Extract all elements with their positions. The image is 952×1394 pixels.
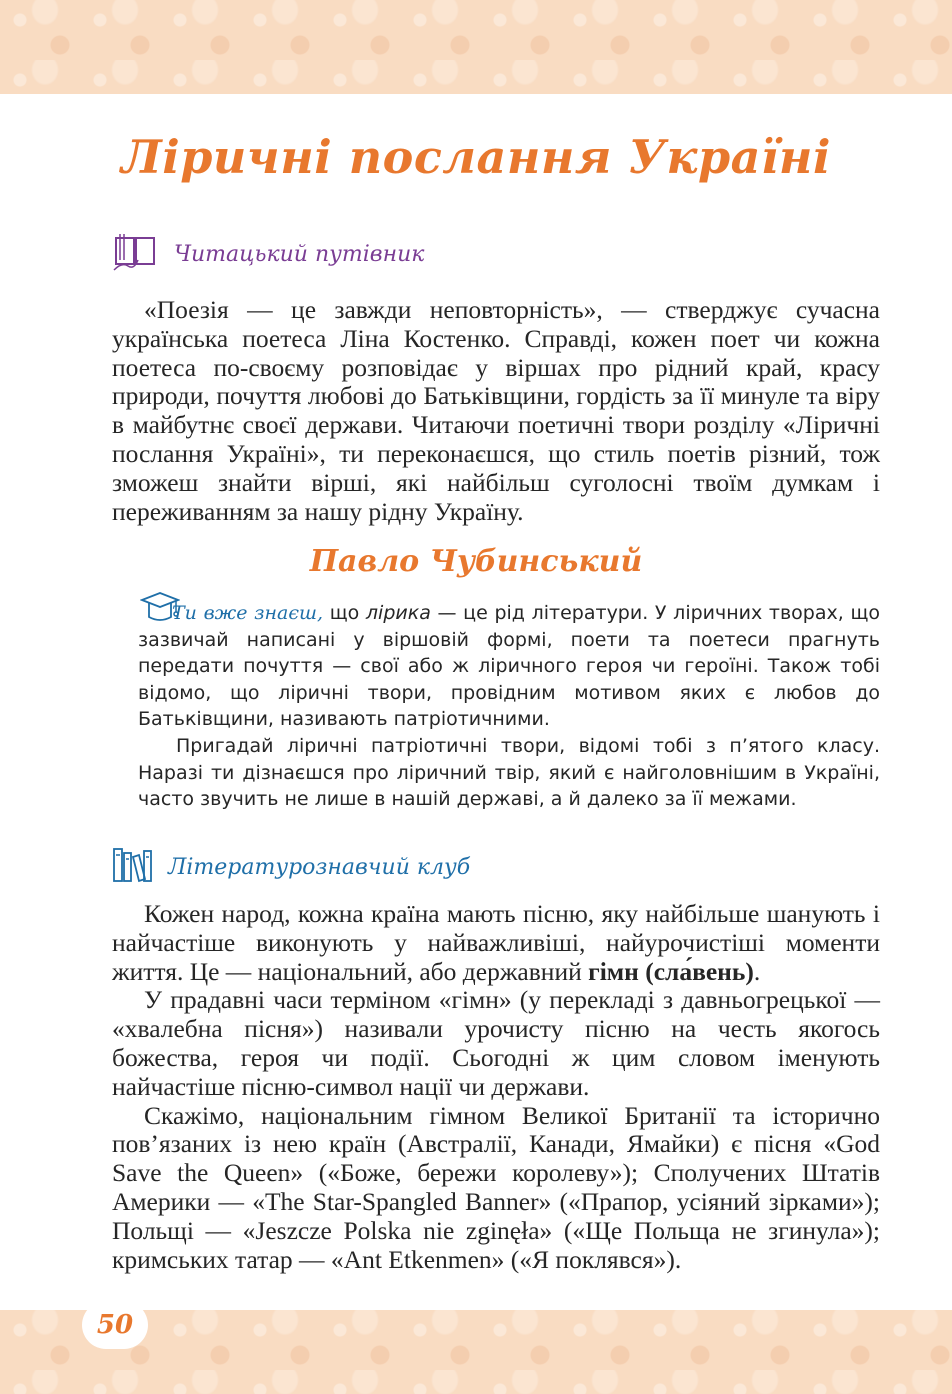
you-know-paragraph-2: Пригадай ліричні патріотичні твори, відомі тобі з п’ятого класу. Наразі ти дізнаєшся про ліричний твір, який є найголовнішим в Україні, часто звучить не лише в нашій державі, а й далеко за її межами. xyxy=(138,734,880,811)
intro-paragraph: «Поезія — це завжди неповторність», — стверджує сучасна українська поетеса Ліна Костенко. Справді, кожен поет чи кожна поетеса по-своєму розповідає у віршах про рідний край, красу природи, почуття любові до Батьківщини, гордість за її минуле та віру в майбутнє своєї держави. Читаючи поетичні твори розділу «Ліричні послання Україні», ти переконаєшся, що стиль поетів різний, тож зможеш знайти вірші, які найбільш суголосні твоїм думкам і переживанням за нашу рідну Україну. xyxy=(112,295,880,526)
club-paragraph-3: Скажімо, національним гімном Великої Британії та історично пов’язаних із нею країн (Австралії, Канади, Ямайки) є пісня «God Save the Queen» («Боже, бережи королеву»); Сполучених Штатів Америки — «The Star-Spangled Banner» («Прапор, усіяний зірками»); Польщі — «Jeszcze Polska nie zginęła» («Ще Польща не згинула»); кримських татар — «Ant Etkenmen» («Я поклявся»). xyxy=(112,1100,880,1274)
reader-guide-heading xyxy=(112,230,424,278)
literary-club-text xyxy=(112,900,880,1274)
literary-club-title: Літературознавчий клуб xyxy=(168,854,471,880)
club-term: гімн (сла́вень) xyxy=(588,956,754,986)
you-know-lead: Ти вже знаєш, xyxy=(172,602,324,624)
top-ornament-band xyxy=(0,0,952,94)
you-know-term: лірика xyxy=(365,602,431,624)
you-know-paragraph-1 xyxy=(138,600,880,733)
books-icon xyxy=(112,845,154,889)
you-know-box xyxy=(138,600,880,813)
author-name: Павло Чубинський xyxy=(309,544,643,579)
page-title: Ліричні послання Україні xyxy=(121,130,831,184)
club-text-b: . xyxy=(753,956,761,986)
open-book-icon xyxy=(112,230,160,278)
club-paragraph-2: У прадавні часи терміном «гімн» (у перекладі з давньогрецької — «хвалебна пісня») називали урочисту пісню на честь якогось божества, героя чи події. Сьогодні ж цим словом іменують найчастіше пісню-символ нації чи держави. xyxy=(112,985,880,1101)
club-paragraph-1 xyxy=(112,900,880,986)
page-number: 50 xyxy=(82,1301,148,1349)
reader-guide-title: Читацький путівник xyxy=(174,241,425,267)
you-know-text-b: — це рід літератури. У ліричних творах, що зазвичай написані у віршовій формі, поети та поетеси прагнуть передати почуття — свої або ж ліричного героя чи героїні. Також тобі відомо, що ліричні твори, провідним мотивом яких є любов до Батьківщини, називають патріотичними. xyxy=(138,602,880,731)
literary-club-heading xyxy=(112,845,470,889)
you-know-text-a: що xyxy=(323,602,366,624)
club-text-a: Кожен народ, кожна країна мають пісню, яку найбільше шанують і найчастіше виконують у найважливіші, найурочистіші моменти життя. Це — національний, або державний xyxy=(112,899,880,986)
